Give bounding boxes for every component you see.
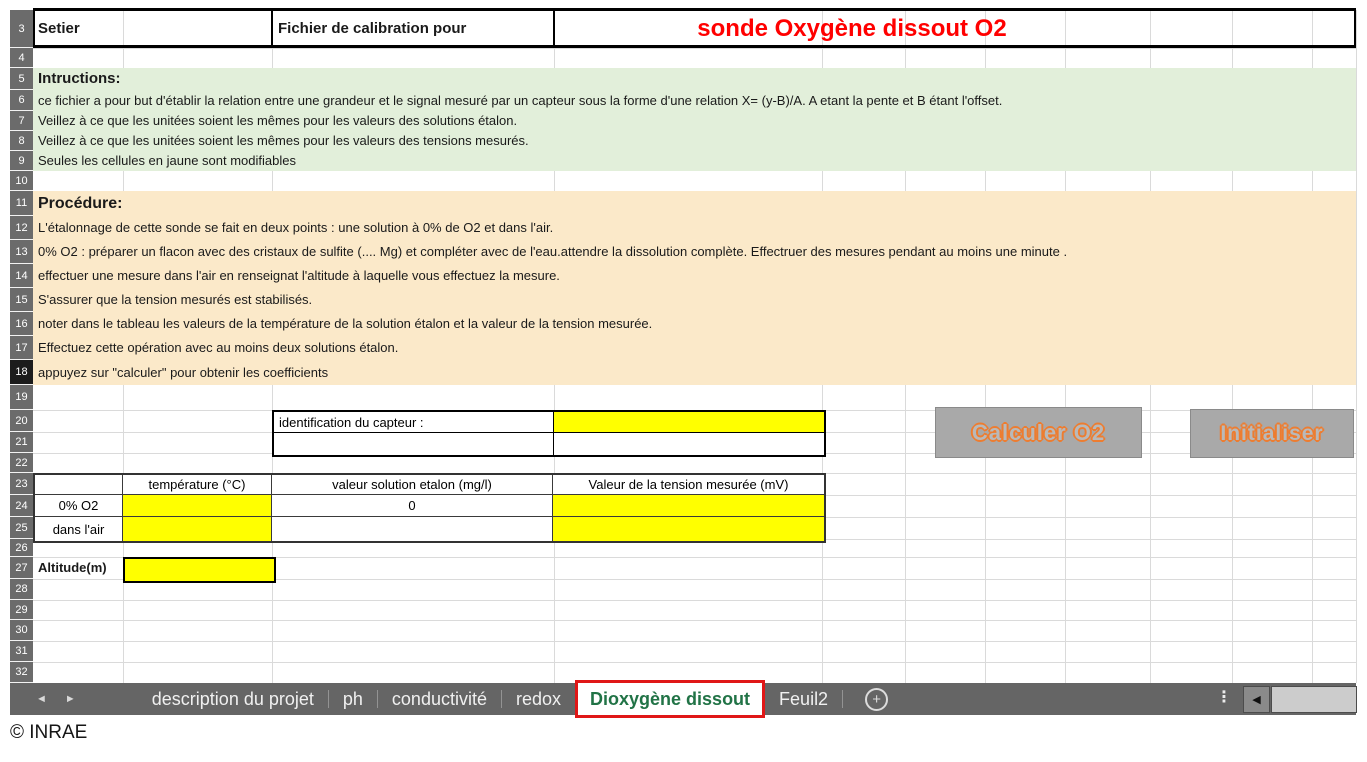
row-header[interactable]: 27	[10, 557, 33, 579]
add-sheet-icon[interactable]: +	[865, 688, 888, 711]
horizontal-scrollbar-thumb[interactable]	[1271, 686, 1357, 713]
row-header[interactable]: 3	[10, 10, 33, 48]
gridline-horizontal	[33, 48, 1356, 49]
tab-conductivite[interactable]: conductivité	[391, 688, 487, 709]
column-header-temperature: température (°C)	[123, 475, 272, 495]
sheet-tabs	[138, 683, 843, 715]
calibration-file-label: Fichier de calibration pour	[278, 20, 467, 37]
gridline-vertical	[1356, 10, 1357, 683]
tab-ph[interactable]: ph	[342, 688, 363, 709]
row-header[interactable]: 30	[10, 620, 33, 641]
temperature-input-air[interactable]	[123, 517, 272, 541]
row-header[interactable]: 10	[10, 171, 33, 191]
column-header-solution: valeur solution etalon (mg/l)	[272, 475, 553, 495]
row-header[interactable]: 13	[10, 240, 33, 264]
row-label-0pct-o2: 0% O2	[35, 495, 123, 517]
sensor-id-input-cell[interactable]	[554, 412, 824, 433]
procedure-line: 0% O2 : préparer un flacon avec des cristaux de sulfite (.... Mg) et compléter avec de l'eau.attendre la dissolution complète. Effectruer des mesures pendant au moins une minute .	[38, 244, 1068, 259]
more-options-icon[interactable]: ⋮	[1216, 689, 1232, 706]
gridline-horizontal	[33, 662, 1356, 663]
row-header[interactable]: 28	[10, 579, 33, 600]
row-header[interactable]: 32	[10, 662, 33, 683]
row-header[interactable]: 16	[10, 312, 33, 336]
hscroll-left-button[interactable]: ◀	[1243, 686, 1270, 713]
procedure-line: appuyez sur "calculer" pour obtenir les coefficients	[38, 365, 329, 380]
tab-scroll-right-icon[interactable]: ►	[64, 693, 76, 705]
row-header[interactable]: 19	[10, 385, 33, 410]
instruction-line: ce fichier a pour but d'établir la relation entre une grandeur et le signal mesuré par un capteur sous la forme d'une relation X= (y-B)/A. A etant la pente et B étant l'offset.	[38, 93, 1003, 108]
row-header[interactable]: 29	[10, 600, 33, 620]
row-header[interactable]: 21	[10, 432, 33, 453]
empty-cell[interactable]	[554, 433, 824, 455]
row-header-active[interactable]: 18	[10, 360, 33, 385]
title-row-border	[271, 10, 273, 48]
title-row-border	[1354, 10, 1356, 48]
row-header[interactable]: 26	[10, 539, 33, 557]
tab-feuil2[interactable]: Feuil2	[779, 688, 829, 709]
row-header[interactable]: 4	[10, 48, 33, 68]
sensor-identification-block	[272, 410, 826, 457]
solution-value-0pct: 0	[272, 495, 553, 517]
procedure-line: S'assurer que la tension mesurés est stabilisés.	[38, 292, 313, 307]
tension-input-0pct[interactable]	[553, 495, 824, 517]
procedure-heading: Procédure:	[38, 195, 123, 212]
tab-redox[interactable]: redox	[515, 688, 562, 709]
row-header[interactable]: 20	[10, 410, 33, 432]
calculate-o2-button[interactable]: Calculer O2	[935, 407, 1142, 458]
sensor-id-label: identification du capteur :	[274, 412, 554, 433]
instruction-line: Seules les cellules en jaune sont modifiables	[38, 153, 296, 168]
sheet-tab-bar	[10, 683, 1356, 715]
row-header[interactable]: 8	[10, 131, 33, 151]
row-header[interactable]: 12	[10, 216, 33, 240]
initialize-button[interactable]: Initialiser	[1190, 409, 1354, 458]
row-header[interactable]: 23	[10, 473, 33, 495]
temperature-input-0pct[interactable]	[123, 495, 272, 517]
row-header[interactable]: 11	[10, 191, 33, 216]
altitude-input-cell[interactable]	[123, 557, 276, 583]
procedure-line: noter dans le tableau les valeurs de la température de la solution étalon et la valeur de la tension mesurée.	[38, 316, 653, 331]
calibration-table	[33, 473, 826, 543]
procedure-line: effectuer une mesure dans l'air en renseignat l'altitude à laquelle vous effectuez la mesure.	[38, 268, 560, 283]
procedure-line: Effectuez cette opération avec au moins deux solutions étalon.	[38, 340, 399, 355]
row-header[interactable]: 25	[10, 517, 33, 539]
solution-value-air	[272, 517, 553, 541]
table-corner-cell	[35, 475, 123, 495]
procedure-line: L'étalonnage de cette sonde se fait en deux points : une solution à 0% de O2 et dans l'air.	[38, 220, 554, 235]
row-header[interactable]: 17	[10, 336, 33, 360]
instruction-line: Veillez à ce que les unitées soient les mêmes pour les valeurs des solutions étalon.	[38, 113, 518, 128]
gridline-horizontal	[33, 641, 1356, 642]
tab-scroll-left-icon[interactable]: ◄	[36, 693, 47, 705]
title-row-border	[33, 10, 35, 48]
tab-separator	[842, 690, 843, 708]
tab-dioxygene-dissout-active[interactable]: Dioxygène dissout	[575, 680, 765, 718]
instructions-heading: Intructions:	[38, 70, 121, 87]
empty-cell[interactable]	[274, 433, 554, 455]
instruction-line: Veillez à ce que les unitées soient les mêmes pour les valeurs des tensions mesurés.	[38, 133, 529, 148]
row-header[interactable]: 9	[10, 151, 33, 171]
row-header[interactable]: 22	[10, 453, 33, 473]
sensor-title: sonde Oxygène dissout O2	[697, 15, 1007, 42]
row-header[interactable]: 6	[10, 90, 33, 111]
project-name-cell: Setier	[38, 20, 80, 37]
row-header[interactable]: 5	[10, 68, 33, 90]
row-header[interactable]: 31	[10, 641, 33, 662]
tab-description-du-projet[interactable]: description du projet	[151, 688, 314, 709]
column-header-tension: Valeur de la tension mesurée (mV)	[553, 475, 824, 495]
altitude-label: Altitude(m)	[38, 560, 107, 575]
row-header[interactable]: 14	[10, 264, 33, 288]
tension-input-air[interactable]	[553, 517, 824, 541]
row-header[interactable]: 24	[10, 495, 33, 517]
row-header[interactable]: 15	[10, 288, 33, 312]
row-label-air: dans l'air	[35, 517, 123, 541]
copyright-text: © INRAE	[10, 722, 88, 743]
gridline-horizontal	[33, 600, 1356, 601]
gridline-horizontal	[33, 620, 1356, 621]
row-header[interactable]: 7	[10, 111, 33, 131]
